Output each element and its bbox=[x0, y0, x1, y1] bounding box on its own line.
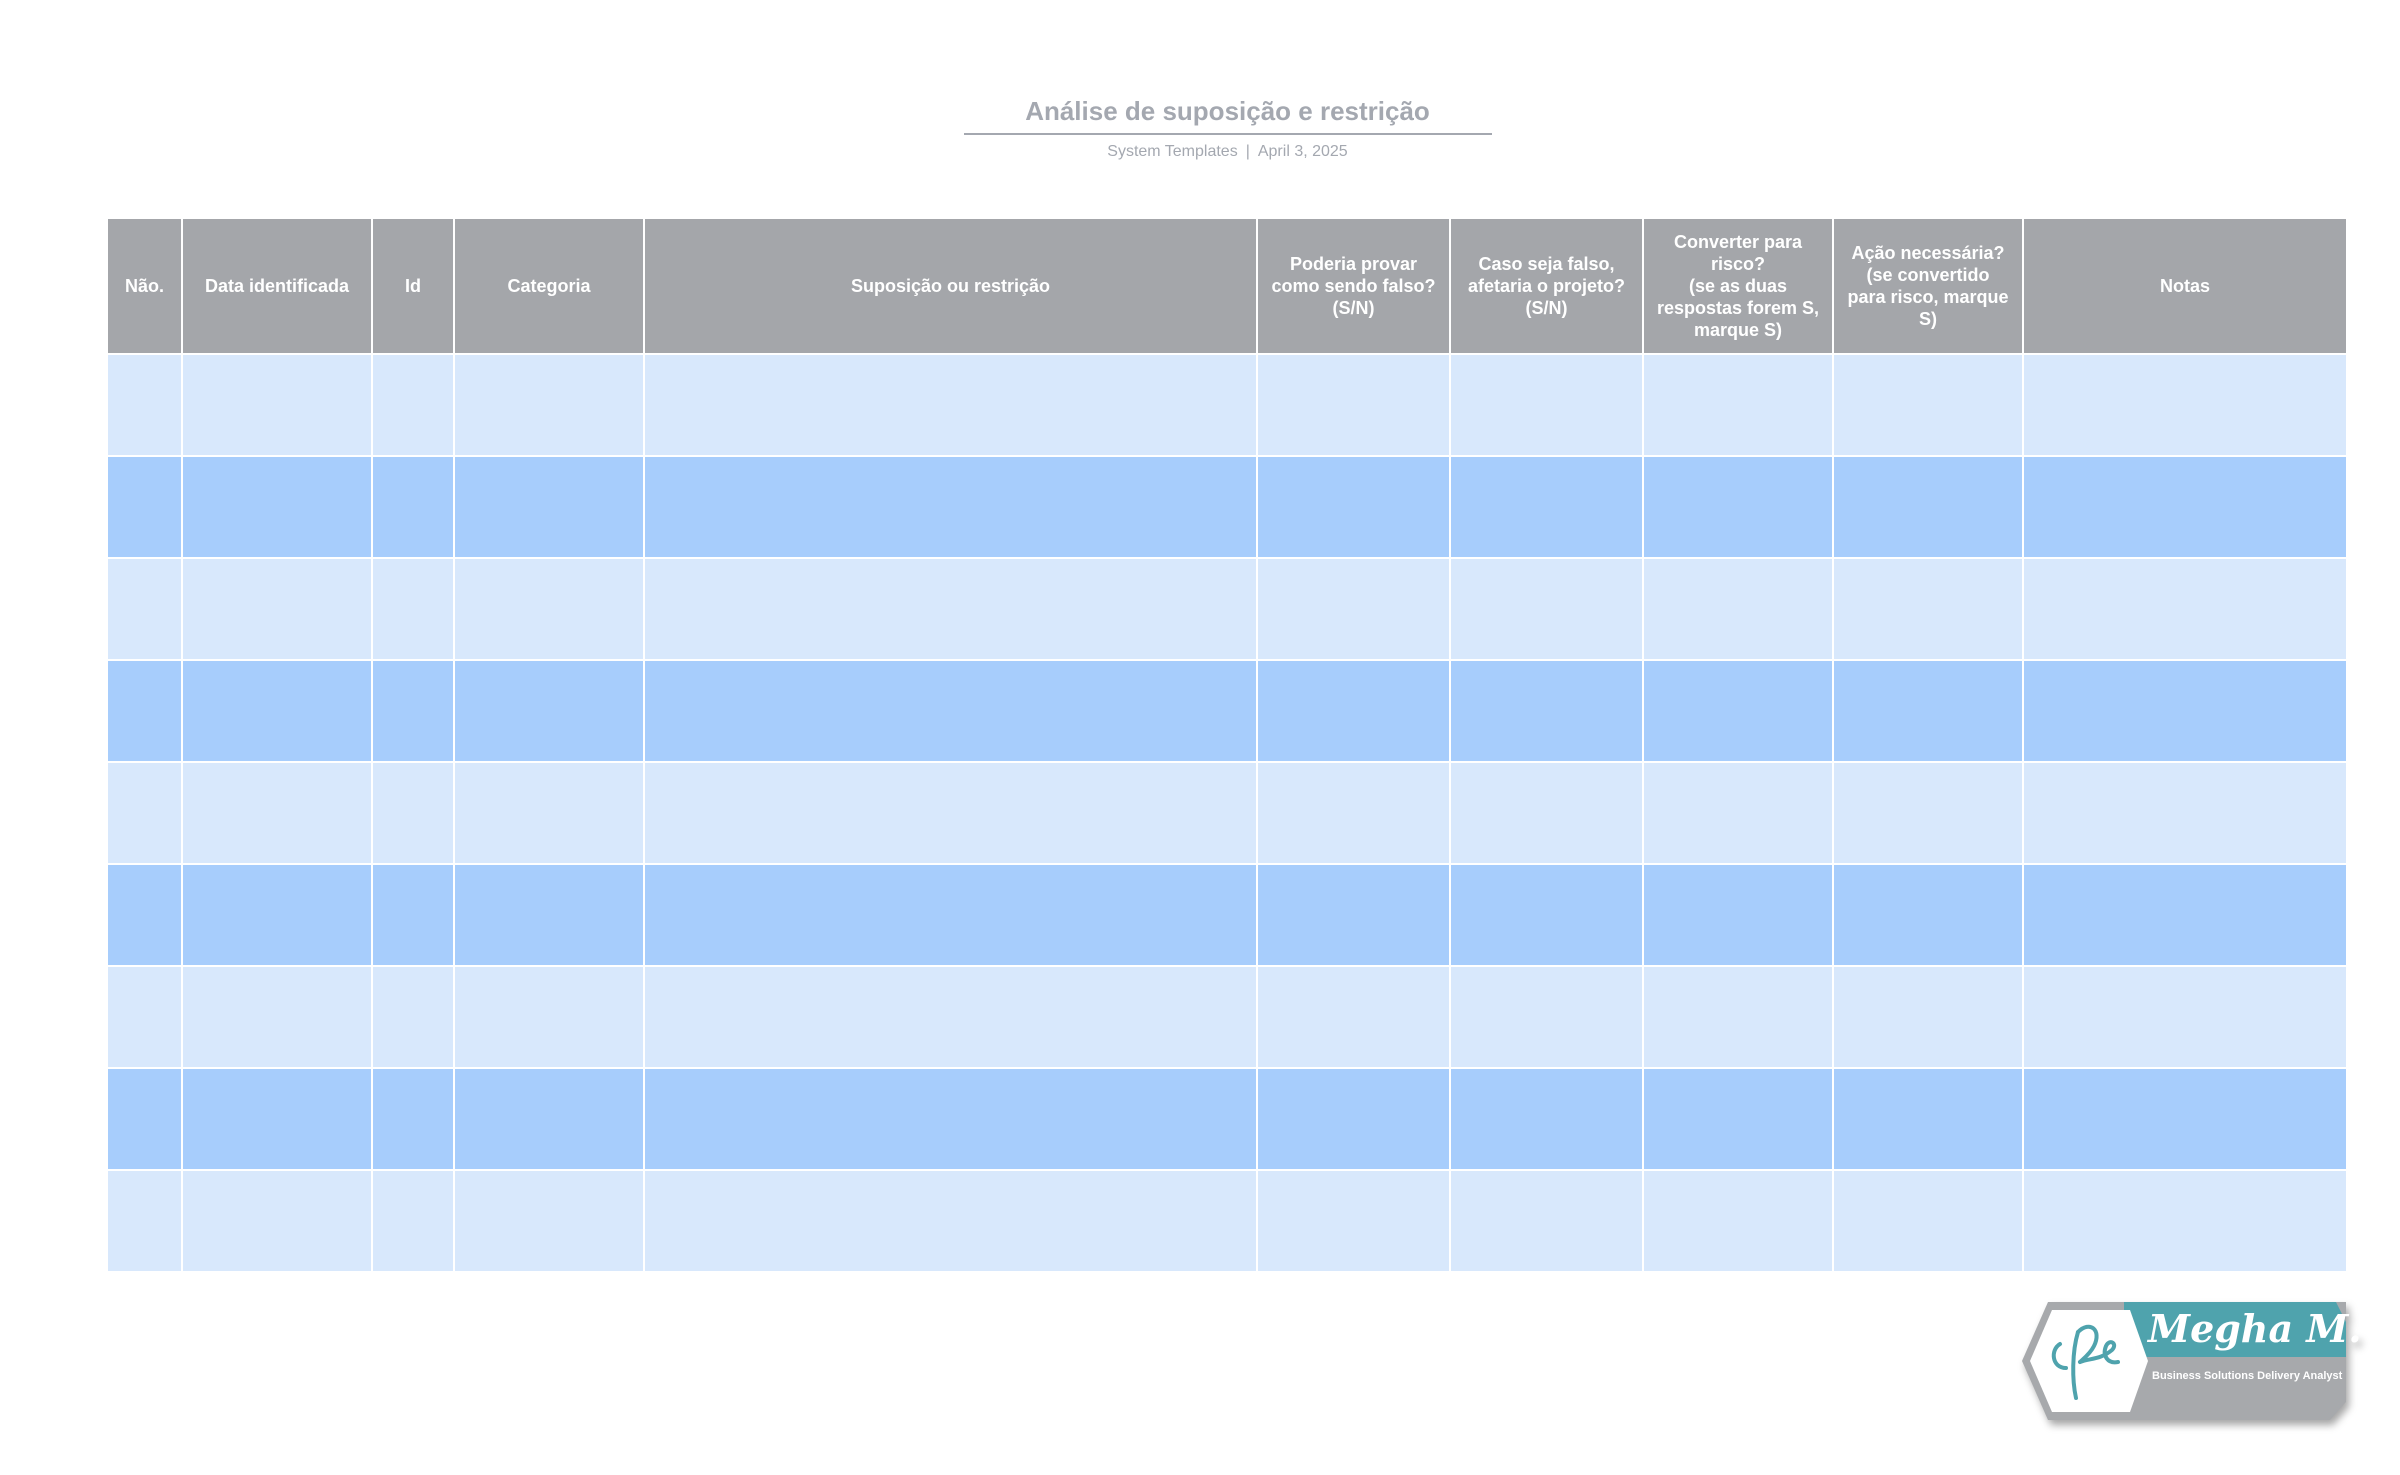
logo-role: Business Solutions Delivery Analyst bbox=[2152, 1370, 2343, 1382]
table-cell[interactable] bbox=[182, 864, 372, 966]
table-cell[interactable] bbox=[1643, 1170, 1833, 1272]
table-cell[interactable] bbox=[1643, 354, 1833, 456]
table-cell[interactable] bbox=[182, 354, 372, 456]
table-row bbox=[107, 1068, 2347, 1170]
table-cell[interactable] bbox=[2023, 762, 2347, 864]
table-cell[interactable] bbox=[372, 1068, 454, 1170]
table-cell[interactable] bbox=[107, 456, 182, 558]
table-cell[interactable] bbox=[1833, 558, 2023, 660]
table-cell[interactable] bbox=[454, 1068, 644, 1170]
table-cell[interactable] bbox=[107, 864, 182, 966]
table-cell[interactable] bbox=[1833, 456, 2023, 558]
author-logo bbox=[2020, 1302, 2362, 1420]
table-cell[interactable] bbox=[1833, 1170, 2023, 1272]
table-cell[interactable] bbox=[1833, 1068, 2023, 1170]
table-cell[interactable] bbox=[372, 1170, 454, 1272]
table-cell[interactable] bbox=[644, 762, 1257, 864]
table-cell[interactable] bbox=[644, 456, 1257, 558]
table-cell[interactable] bbox=[372, 354, 454, 456]
table-cell[interactable] bbox=[182, 660, 372, 762]
table-cell[interactable] bbox=[1450, 1068, 1643, 1170]
table-cell[interactable] bbox=[454, 1170, 644, 1272]
table-cell[interactable] bbox=[372, 864, 454, 966]
table-cell[interactable] bbox=[1643, 864, 1833, 966]
table-cell[interactable] bbox=[1833, 864, 2023, 966]
table-cell[interactable] bbox=[644, 1068, 1257, 1170]
table-cell[interactable] bbox=[107, 1170, 182, 1272]
page-title: Análise de suposição e restrição bbox=[964, 96, 1492, 135]
table-row bbox=[107, 456, 2347, 558]
table-cell[interactable] bbox=[107, 1068, 182, 1170]
table-cell[interactable] bbox=[1257, 966, 1450, 1068]
table-cell[interactable] bbox=[644, 558, 1257, 660]
table-row bbox=[107, 1170, 2347, 1272]
table-cell[interactable] bbox=[107, 966, 182, 1068]
table-cell[interactable] bbox=[1257, 864, 1450, 966]
table-cell[interactable] bbox=[1643, 558, 1833, 660]
table-cell[interactable] bbox=[182, 1068, 372, 1170]
table-cell[interactable] bbox=[1257, 558, 1450, 660]
table-cell[interactable] bbox=[454, 966, 644, 1068]
document-meta bbox=[0, 143, 2400, 161]
table-cell[interactable] bbox=[2023, 558, 2347, 660]
table-cell[interactable] bbox=[644, 1170, 1257, 1272]
header-no: Não. bbox=[107, 218, 182, 354]
table-cell[interactable] bbox=[1257, 762, 1450, 864]
header-assumption-constraint: Suposição ou restrição bbox=[644, 218, 1257, 354]
table-cell[interactable] bbox=[1643, 456, 1833, 558]
table-cell[interactable] bbox=[372, 660, 454, 762]
table-cell[interactable] bbox=[1257, 354, 1450, 456]
header-action-required: Ação necessária? (se convertido para risco, marque S) bbox=[1833, 218, 2023, 354]
table-cell[interactable] bbox=[372, 762, 454, 864]
table-cell[interactable] bbox=[182, 762, 372, 864]
table-cell[interactable] bbox=[2023, 660, 2347, 762]
table-cell[interactable] bbox=[454, 558, 644, 660]
table-cell[interactable] bbox=[1643, 1068, 1833, 1170]
meta-divider: | bbox=[1245, 143, 1250, 160]
header-could-be-false: Poderia provar como sendo falso? (S/N) bbox=[1257, 218, 1450, 354]
date-label: April 3, 2025 bbox=[1257, 143, 1348, 160]
table-cell[interactable] bbox=[1450, 762, 1643, 864]
table-cell[interactable] bbox=[644, 354, 1257, 456]
table-cell[interactable] bbox=[644, 864, 1257, 966]
table-cell[interactable] bbox=[1450, 558, 1643, 660]
table-cell[interactable] bbox=[182, 558, 372, 660]
table-row bbox=[107, 558, 2347, 660]
table-cell[interactable] bbox=[1833, 660, 2023, 762]
author-label: System Templates bbox=[1107, 143, 1238, 160]
table-cell[interactable] bbox=[372, 456, 454, 558]
header-date-identified: Data identificada bbox=[182, 218, 372, 354]
table-cell[interactable] bbox=[107, 762, 182, 864]
table-cell[interactable] bbox=[1257, 660, 1450, 762]
table-cell[interactable] bbox=[2023, 456, 2347, 558]
table-cell[interactable] bbox=[1643, 660, 1833, 762]
table-cell[interactable] bbox=[454, 456, 644, 558]
table-cell[interactable] bbox=[644, 660, 1257, 762]
table-cell[interactable] bbox=[2023, 1170, 2347, 1272]
table-cell[interactable] bbox=[1450, 660, 1643, 762]
table-cell[interactable] bbox=[454, 762, 644, 864]
table-cell[interactable] bbox=[1450, 354, 1643, 456]
header-convert-to-risk: Converter para risco? (se as duas respostas forem S, marque S) bbox=[1643, 218, 1833, 354]
table-cell[interactable] bbox=[454, 864, 644, 966]
header-notes: Notas bbox=[2023, 218, 2347, 354]
table-cell[interactable] bbox=[372, 558, 454, 660]
table-cell[interactable] bbox=[107, 354, 182, 456]
table-cell[interactable] bbox=[1450, 966, 1643, 1068]
header-category: Categoria bbox=[454, 218, 644, 354]
table-cell[interactable] bbox=[182, 1170, 372, 1272]
table-cell[interactable] bbox=[2023, 864, 2347, 966]
table-cell[interactable] bbox=[1450, 1170, 1643, 1272]
table-header-row bbox=[107, 218, 2347, 354]
table-cell[interactable] bbox=[1450, 456, 1643, 558]
table-cell[interactable] bbox=[1257, 1170, 1450, 1272]
table-cell[interactable] bbox=[1643, 966, 1833, 1068]
table-row bbox=[107, 762, 2347, 864]
table-cell[interactable] bbox=[107, 660, 182, 762]
header-id: Id bbox=[372, 218, 454, 354]
table-cell[interactable] bbox=[2023, 1068, 2347, 1170]
table-cell[interactable] bbox=[182, 456, 372, 558]
document-header bbox=[0, 96, 2400, 161]
table-cell[interactable] bbox=[454, 660, 644, 762]
table-cell[interactable] bbox=[454, 354, 644, 456]
table-cell[interactable] bbox=[1450, 864, 1643, 966]
table-row bbox=[107, 966, 2347, 1068]
table-cell[interactable] bbox=[1643, 762, 1833, 864]
table-cell[interactable] bbox=[1833, 354, 2023, 456]
table-cell[interactable] bbox=[1833, 966, 2023, 1068]
table-row bbox=[107, 660, 2347, 762]
table-cell[interactable] bbox=[1833, 762, 2023, 864]
table-cell[interactable] bbox=[1257, 1068, 1450, 1170]
table-row bbox=[107, 354, 2347, 456]
table-cell[interactable] bbox=[644, 966, 1257, 1068]
table-cell[interactable] bbox=[372, 966, 454, 1068]
table-row bbox=[107, 864, 2347, 966]
table-cell[interactable] bbox=[107, 558, 182, 660]
table-cell[interactable] bbox=[2023, 966, 2347, 1068]
analysis-table bbox=[106, 217, 2348, 1273]
table-body bbox=[107, 354, 2347, 1272]
logo-name: Megha M. bbox=[2148, 1306, 2362, 1351]
header-would-affect-project: Caso seja falso, afetaria o projeto? (S/N) bbox=[1450, 218, 1643, 354]
table-cell[interactable] bbox=[182, 966, 372, 1068]
table-cell[interactable] bbox=[1257, 456, 1450, 558]
table-cell[interactable] bbox=[2023, 354, 2347, 456]
